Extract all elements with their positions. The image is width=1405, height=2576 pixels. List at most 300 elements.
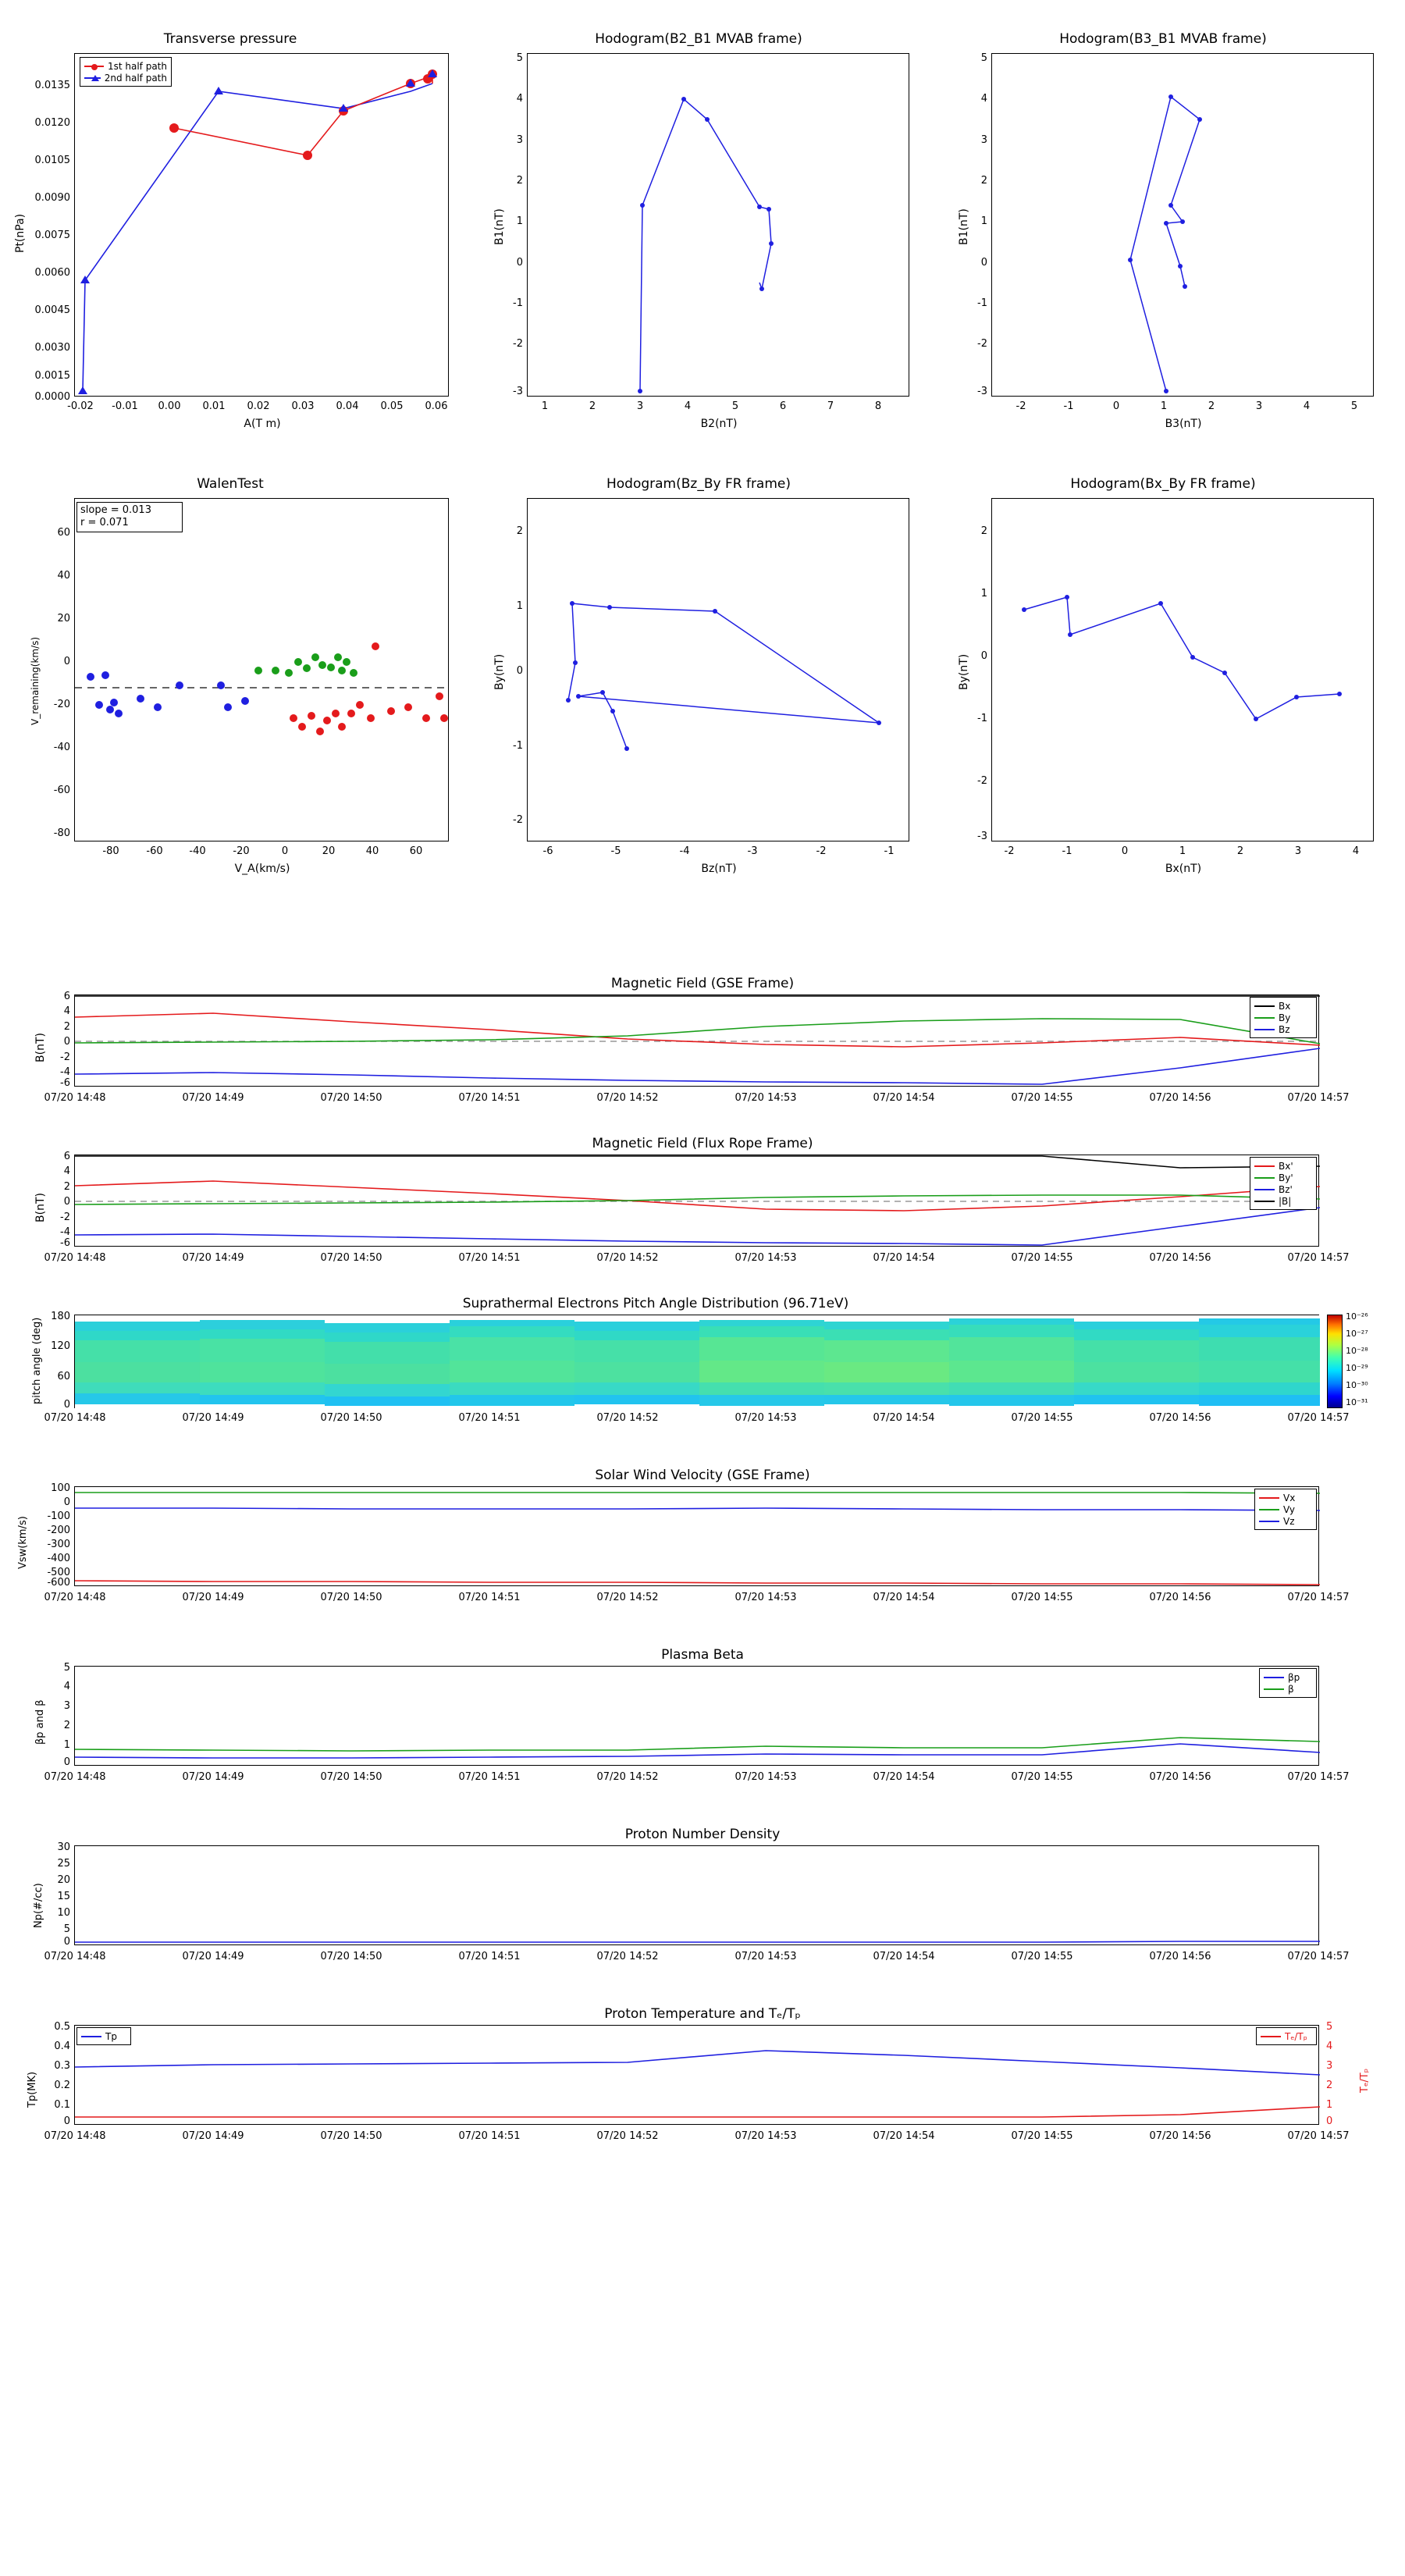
legend xyxy=(1250,997,1317,1038)
x-tick: 07/20 14:48 xyxy=(44,1252,106,1264)
legend-swatch xyxy=(1254,1165,1275,1167)
legend-label: β xyxy=(1288,1683,1294,1695)
legend xyxy=(1259,1668,1317,1698)
legend xyxy=(1250,1157,1317,1210)
x-tick: 07/20 14:49 xyxy=(182,1412,244,1424)
x-tick: 2 xyxy=(1208,400,1215,412)
legend-swatch xyxy=(1254,1201,1275,1202)
x-tick: -4 xyxy=(679,845,690,857)
y-axis-label: B(nT) xyxy=(34,1193,47,1222)
y-tick: 0.0075 xyxy=(34,229,70,241)
x-tick: -60 xyxy=(146,845,163,857)
y-tick: 2 xyxy=(980,525,987,537)
y-tick: 6 xyxy=(63,1151,70,1162)
legend-item xyxy=(1254,1183,1312,1195)
x-tick: 07/20 14:56 xyxy=(1149,1092,1211,1104)
series-2nd-half-line xyxy=(83,84,432,391)
y-tick: 4 xyxy=(63,1165,70,1177)
y-tick: -3 xyxy=(513,386,523,397)
x-tick: 07/20 14:55 xyxy=(1011,1951,1073,1962)
pitch-angle-heatmap xyxy=(75,1315,1320,1409)
y-tick: 2 xyxy=(980,175,987,187)
y-tick: 1 xyxy=(516,600,523,612)
x-tick: 7 xyxy=(827,400,834,412)
x-tick: 5 xyxy=(731,400,739,412)
x-tick: 3 xyxy=(636,400,644,412)
y-tick: 4 xyxy=(980,93,987,105)
y-axis-label: Pt(nPa) xyxy=(14,213,27,253)
x-tick: -20 xyxy=(233,845,250,857)
y-tick: 0.0015 xyxy=(34,370,70,382)
hodogram-path xyxy=(1024,597,1339,719)
legend-item xyxy=(1254,1000,1312,1012)
x-tick: 1 xyxy=(541,400,549,412)
y-tick: -600 xyxy=(47,1577,70,1589)
y-axis-label: βp and β xyxy=(34,1699,46,1745)
panel-pitch-angle xyxy=(0,1296,1405,1452)
legend-item xyxy=(84,72,167,84)
legend-swatch xyxy=(1254,1017,1275,1019)
y-tick: 0.5 xyxy=(54,2021,70,2033)
y-tick: -4 xyxy=(60,1066,70,1078)
panel-title: Proton Number Density xyxy=(624,1827,781,1842)
legend-swatch xyxy=(1259,1509,1279,1510)
panel-title: Hodogram(B2_B1 MVAB frame) xyxy=(595,31,802,47)
hodogram-b3b1-svg xyxy=(992,54,1375,397)
panel-hodogram-bxby xyxy=(933,461,1393,874)
y-tick: 4 xyxy=(63,1005,70,1017)
x-tick: 07/20 14:53 xyxy=(735,1592,797,1603)
x-tick: 3 xyxy=(1294,845,1302,857)
x-tick: 07/20 14:51 xyxy=(458,1951,521,1962)
y-tick: 2 xyxy=(63,1181,70,1193)
panel-hodogram-b2b1 xyxy=(468,16,929,429)
x-tick: 07/20 14:54 xyxy=(873,1771,935,1783)
x-tick: -2 xyxy=(816,845,827,857)
legend-right xyxy=(1256,2027,1317,2045)
x-tick: 07/20 14:54 xyxy=(873,1092,935,1104)
y-tick: -100 xyxy=(47,1510,70,1522)
x-tick: 07/20 14:50 xyxy=(320,1771,382,1783)
y-tick: 60 xyxy=(57,1371,70,1382)
y-tick: 3 xyxy=(516,134,523,146)
x-tick: 07/20 14:56 xyxy=(1149,1951,1211,1962)
x-tick: 07/20 14:48 xyxy=(44,2130,106,2142)
x-tick: 07/20 14:49 xyxy=(182,2130,244,2142)
y-tick: 0.0030 xyxy=(34,342,70,354)
plot-area xyxy=(958,52,1374,430)
vsw-svg xyxy=(75,1487,1320,1587)
y-axis-label: V_remaining(km/s) xyxy=(30,636,41,725)
x-tick: 07/20 14:56 xyxy=(1149,1412,1211,1424)
colorbar-tick: 10⁻²⁶ xyxy=(1346,1311,1368,1322)
x-tick: 07/20 14:50 xyxy=(320,1951,382,1962)
x-tick: 07/20 14:55 xyxy=(1011,1771,1073,1783)
y-axis-label: B(nT) xyxy=(34,1033,47,1062)
x-tick: 07/20 14:50 xyxy=(320,1092,382,1104)
x-tick: 0.03 xyxy=(291,400,315,412)
legend-item xyxy=(1254,1195,1312,1207)
y-tick: -20 xyxy=(53,699,70,710)
y-tick: 10 xyxy=(57,1907,70,1919)
x-tick: 07/20 14:55 xyxy=(1011,1592,1073,1603)
y-tick: -60 xyxy=(53,785,70,796)
panel-title: Magnetic Field (GSE Frame) xyxy=(610,976,795,991)
y-tick: -200 xyxy=(47,1525,70,1536)
y-tick: 0 xyxy=(63,1496,70,1508)
legend-item xyxy=(1261,2030,1312,2042)
y-tick: 0 xyxy=(63,1036,70,1048)
y-tick: 4 xyxy=(516,93,523,105)
x-tick: 07/20 14:56 xyxy=(1149,2130,1211,2142)
panel-hodogram-bzby xyxy=(468,461,929,874)
y-tick: 0.3 xyxy=(54,2060,70,2072)
x-tick: 6 xyxy=(779,400,787,412)
x-tick: 07/20 14:53 xyxy=(735,2130,797,2142)
y-tick: -1 xyxy=(513,740,523,752)
legend-label: Bx' xyxy=(1279,1160,1293,1172)
y-tick: -500 xyxy=(47,1567,70,1578)
x-tick: 07/20 14:56 xyxy=(1149,1771,1211,1783)
panel-magnetic-field-gse xyxy=(0,976,1405,1124)
x-tick: 0 xyxy=(1121,845,1129,857)
x-tick: 07/20 14:49 xyxy=(182,1771,244,1783)
y-tick-right: 0 xyxy=(1326,2115,1333,2127)
legend-item xyxy=(81,2030,126,2042)
hodogram-bxby-svg xyxy=(992,499,1375,842)
x-tick: 07/20 14:53 xyxy=(735,1252,797,1264)
proton-density-svg xyxy=(75,1846,1320,1946)
y-axis-label: B1(nT) xyxy=(493,208,506,245)
series-vx xyxy=(75,1581,1320,1585)
series-bxp xyxy=(75,1181,1320,1211)
x-tick: 0.00 xyxy=(158,400,181,412)
x-tick: 07/20 14:53 xyxy=(735,1412,797,1424)
y-tick: 25 xyxy=(57,1858,70,1870)
hodogram-markers xyxy=(638,97,774,393)
plot-area xyxy=(17,1482,1350,1603)
y-tick: -2 xyxy=(513,814,523,826)
y-tick: 0.0000 xyxy=(34,391,70,403)
plot-area xyxy=(34,1662,1350,1783)
plot-area xyxy=(14,53,449,430)
series-beta xyxy=(75,1738,1320,1751)
plot-area xyxy=(958,498,1374,875)
legend-swatch xyxy=(1254,1189,1275,1190)
x-tick: 0.02 xyxy=(247,400,270,412)
mf-fr-svg xyxy=(75,1155,1320,1247)
y-tick: -2 xyxy=(513,338,523,350)
panel-title: Magnetic Field (Flux Rope Frame) xyxy=(592,1136,813,1151)
x-tick: 07/20 14:49 xyxy=(182,1252,244,1264)
legend xyxy=(80,57,172,87)
y-tick: 5 xyxy=(63,1662,70,1674)
panel-solar-wind-velocity xyxy=(0,1468,1405,1624)
fit-r: r = 0.071 xyxy=(80,517,129,529)
hodogram-markers xyxy=(1022,595,1342,721)
y-tick: -1 xyxy=(977,713,987,724)
y-tick: 0 xyxy=(980,257,987,269)
panel-title: Plasma Beta xyxy=(661,1647,744,1663)
y-tick-right: 2 xyxy=(1326,2080,1333,2091)
y-tick: 5 xyxy=(980,52,987,64)
hodogram-markers xyxy=(1128,94,1202,393)
fit-slope: slope = 0.013 xyxy=(80,504,151,516)
y-tick: 0 xyxy=(516,257,523,269)
y-tick: 0 xyxy=(516,665,523,677)
panel-transverse-pressure xyxy=(0,16,461,429)
legend-item xyxy=(1259,1492,1312,1503)
series-bz xyxy=(75,1048,1320,1084)
x-tick: -0.02 xyxy=(67,400,94,412)
y-tick: 0.0135 xyxy=(34,80,70,91)
x-tick: 07/20 14:48 xyxy=(44,1592,106,1603)
y-tick: 5 xyxy=(516,52,523,64)
y-tick: 0 xyxy=(980,650,987,662)
x-tick: 07/20 14:52 xyxy=(596,1771,659,1783)
y-tick: -6 xyxy=(60,1237,70,1249)
x-tick: 07/20 14:57 xyxy=(1287,1951,1350,1962)
x-tick: -40 xyxy=(189,845,206,857)
x-tick: 07/20 14:52 xyxy=(596,1092,659,1104)
series-te-tp xyxy=(75,2107,1320,2117)
x-tick: 07/20 14:55 xyxy=(1011,1092,1073,1104)
y-tick: 0 xyxy=(63,656,70,667)
y-tick: -2 xyxy=(60,1051,70,1063)
mf-gse-svg xyxy=(75,995,1320,1087)
x-tick: -1 xyxy=(1063,400,1074,412)
plot-area xyxy=(34,1151,1350,1264)
x-tick: 07/20 14:51 xyxy=(458,2130,521,2142)
colorbar-tick: 10⁻²⁷ xyxy=(1346,1329,1368,1339)
x-tick: 0.05 xyxy=(380,400,404,412)
y-tick: 0.1 xyxy=(54,2099,70,2111)
x-tick: 0 xyxy=(1112,400,1120,412)
x-axis-label: Bx(nT) xyxy=(1165,863,1202,875)
x-tick: 20 xyxy=(322,845,336,857)
legend-label: Bz xyxy=(1279,1023,1290,1035)
y-axis-label-right: Tₑ/Tₚ xyxy=(1359,2068,1371,2093)
y-tick: -2 xyxy=(977,775,987,787)
y-tick: 1 xyxy=(63,1739,70,1751)
series-2nd-half-markers xyxy=(78,69,437,394)
legend-swatch-blue-triangle xyxy=(84,77,101,79)
x-tick: 07/20 14:54 xyxy=(873,1412,935,1424)
legend-swatch xyxy=(1261,2036,1281,2037)
panel-proton-temperature xyxy=(0,2006,1405,2170)
x-tick: 07/20 14:56 xyxy=(1149,1592,1211,1603)
plot-area xyxy=(30,498,449,875)
y-tick: -300 xyxy=(47,1539,70,1550)
x-tick: 07/20 14:53 xyxy=(735,1951,797,1962)
x-tick: 0.01 xyxy=(202,400,226,412)
x-tick: 07/20 14:52 xyxy=(596,1252,659,1264)
colorbar xyxy=(1327,1315,1343,1408)
x-tick: 07/20 14:51 xyxy=(458,1771,521,1783)
legend-item xyxy=(1264,1671,1312,1683)
y-axis-label: Tp(MK) xyxy=(27,2071,38,2108)
legend-item xyxy=(1259,1503,1312,1515)
y-axis-label: pitch angle (deg) xyxy=(31,1317,43,1404)
legend-swatch xyxy=(1259,1521,1279,1522)
y-tick: 4 xyxy=(63,1681,70,1692)
colorbar-tick: 10⁻³¹ xyxy=(1346,1397,1368,1407)
walen-svg xyxy=(75,499,450,842)
y-tick: 0 xyxy=(63,2115,70,2127)
y-tick: 0.0060 xyxy=(34,267,70,279)
plot-area xyxy=(33,1841,1350,1962)
x-tick: 4 xyxy=(1303,400,1311,412)
panel-proton-density xyxy=(0,1827,1405,1983)
legend-label: By xyxy=(1279,1012,1291,1023)
panel-title: Solar Wind Velocity (GSE Frame) xyxy=(595,1468,810,1483)
y-axis-label: By(nT) xyxy=(958,653,970,690)
x-tick: 07/20 14:52 xyxy=(596,1412,659,1424)
legend-label: By' xyxy=(1279,1172,1293,1183)
legend-label: 1st half path xyxy=(107,60,167,72)
y-axis-label: Np(#/cc) xyxy=(33,1883,44,1928)
y-tick: 6 xyxy=(63,991,70,1002)
y-tick: 1 xyxy=(980,215,987,227)
x-tick: 0.06 xyxy=(425,400,448,412)
hodogram-markers xyxy=(566,601,881,751)
y-tick: -3 xyxy=(977,386,987,397)
y-tick: -400 xyxy=(47,1553,70,1564)
x-tick: 07/20 14:51 xyxy=(458,1592,521,1603)
y-tick: 100 xyxy=(51,1482,70,1494)
panel-plasma-beta xyxy=(0,1647,1405,1803)
legend-label: Bz' xyxy=(1279,1183,1293,1195)
y-tick: 2 xyxy=(516,175,523,187)
y-tick: 3 xyxy=(63,1700,70,1712)
legend-left xyxy=(76,2027,131,2045)
legend-label: Vy xyxy=(1283,1503,1295,1515)
x-tick: 07/20 14:53 xyxy=(735,1092,797,1104)
x-axis-label: B2(nT) xyxy=(700,418,738,430)
y-tick: 0 xyxy=(63,1936,70,1948)
x-tick: 07/20 14:52 xyxy=(596,1592,659,1603)
y-tick: 5 xyxy=(63,1923,70,1935)
x-tick: 07/20 14:51 xyxy=(458,1092,521,1104)
series-green-markers xyxy=(254,653,357,677)
y-tick: 120 xyxy=(51,1340,70,1352)
y-tick: 2 xyxy=(63,1720,70,1731)
y-axis-label: Vsw(km/s) xyxy=(17,1516,29,1569)
y-tick: 20 xyxy=(57,613,70,624)
x-tick: 07/20 14:53 xyxy=(735,1771,797,1783)
x-tick: 07/20 14:57 xyxy=(1287,1092,1350,1104)
legend-label: |B| xyxy=(1279,1195,1292,1207)
x-tick: 8 xyxy=(874,400,882,412)
legend-swatch-red-circle xyxy=(84,66,104,67)
x-tick: -6 xyxy=(542,845,553,857)
legend-item xyxy=(84,60,167,72)
heatmap-cells xyxy=(75,1318,1320,1406)
fit-annotation xyxy=(76,502,183,532)
y-tick: -6 xyxy=(60,1077,70,1089)
x-axis-label: V_A(km/s) xyxy=(234,863,290,875)
legend-item xyxy=(1254,1023,1312,1035)
x-tick: 07/20 14:54 xyxy=(873,2130,935,2142)
hodogram-path xyxy=(640,99,771,391)
colorbar-tick: 10⁻³⁰ xyxy=(1346,1380,1368,1390)
y-tick: 15 xyxy=(57,1891,70,1902)
hodogram-path xyxy=(1130,97,1200,391)
x-tick: 07/20 14:57 xyxy=(1287,1771,1350,1783)
panel-title: Transverse pressure xyxy=(163,31,297,47)
y-tick: -2 xyxy=(977,338,987,350)
proton-temperature-svg xyxy=(75,2026,1320,2126)
x-tick: -1 xyxy=(884,845,895,857)
legend-label: Tp xyxy=(105,2030,117,2042)
panel-title: Hodogram(B3_B1 MVAB frame) xyxy=(1059,31,1267,47)
x-tick: -2 xyxy=(1004,845,1015,857)
x-tick: 3 xyxy=(1255,400,1263,412)
colorbar-tick: 10⁻²⁸ xyxy=(1346,1346,1368,1356)
legend-swatch xyxy=(1254,1177,1275,1179)
colorbar-tick: 10⁻²⁹ xyxy=(1346,1363,1368,1373)
series-by xyxy=(75,1019,1320,1044)
legend-item xyxy=(1254,1012,1312,1023)
x-tick: 07/20 14:52 xyxy=(596,2130,659,2142)
legend-swatch xyxy=(1264,1688,1284,1690)
hodogram-b2b1-svg xyxy=(528,54,910,397)
panel-title: WalenTest xyxy=(197,476,264,492)
y-tick: 30 xyxy=(57,1841,70,1853)
y-tick: 0.0045 xyxy=(34,304,70,316)
hodogram-path xyxy=(568,603,879,749)
y-tick: 2 xyxy=(63,1021,70,1033)
x-tick: 4 xyxy=(684,400,692,412)
x-tick: 1 xyxy=(1160,400,1168,412)
x-tick: -1 xyxy=(1062,845,1072,857)
y-tick: 0.2 xyxy=(54,2080,70,2091)
y-tick: 60 xyxy=(57,527,70,539)
y-axis-label: B1(nT) xyxy=(958,208,970,245)
x-tick: 07/20 14:57 xyxy=(1287,1412,1350,1424)
plot-area xyxy=(34,991,1350,1104)
series-blue-markers xyxy=(87,671,249,717)
panel-title: Suprathermal Electrons Pitch Angle Distribution (96.71eV) xyxy=(462,1296,849,1311)
y-tick: 0 xyxy=(63,1196,70,1208)
plasma-beta-svg xyxy=(75,1667,1320,1767)
legend-label: Vx xyxy=(1283,1492,1296,1503)
x-tick: 07/20 14:51 xyxy=(458,1252,521,1264)
x-tick: 07/20 14:55 xyxy=(1011,1252,1073,1264)
x-tick: 2 xyxy=(1236,845,1244,857)
series-bzp xyxy=(75,1208,1320,1245)
y-tick: 0.4 xyxy=(54,2041,70,2052)
panel-title: Hodogram(Bz_By FR frame) xyxy=(606,476,791,492)
y-tick: -4 xyxy=(60,1226,70,1238)
y-tick-right: 5 xyxy=(1326,2021,1333,2033)
series-1st-half-line xyxy=(174,76,432,155)
x-tick: 07/20 14:50 xyxy=(320,1252,382,1264)
x-tick: 07/20 14:50 xyxy=(320,1592,382,1603)
plot-area xyxy=(27,2021,1371,2142)
series-np xyxy=(75,1941,1320,1942)
x-tick: 1 xyxy=(1179,845,1186,857)
y-tick: 1 xyxy=(980,588,987,600)
x-tick: 07/20 14:55 xyxy=(1011,1412,1073,1424)
legend-swatch xyxy=(1254,1029,1275,1030)
x-tick: -2 xyxy=(1016,400,1026,412)
series-1st-half-markers xyxy=(169,69,437,160)
panel-title: Hodogram(Bx_By FR frame) xyxy=(1070,476,1256,492)
y-tick-right: 4 xyxy=(1326,2041,1333,2052)
y-tick: -2 xyxy=(60,1212,70,1223)
legend-item xyxy=(1259,1515,1312,1527)
